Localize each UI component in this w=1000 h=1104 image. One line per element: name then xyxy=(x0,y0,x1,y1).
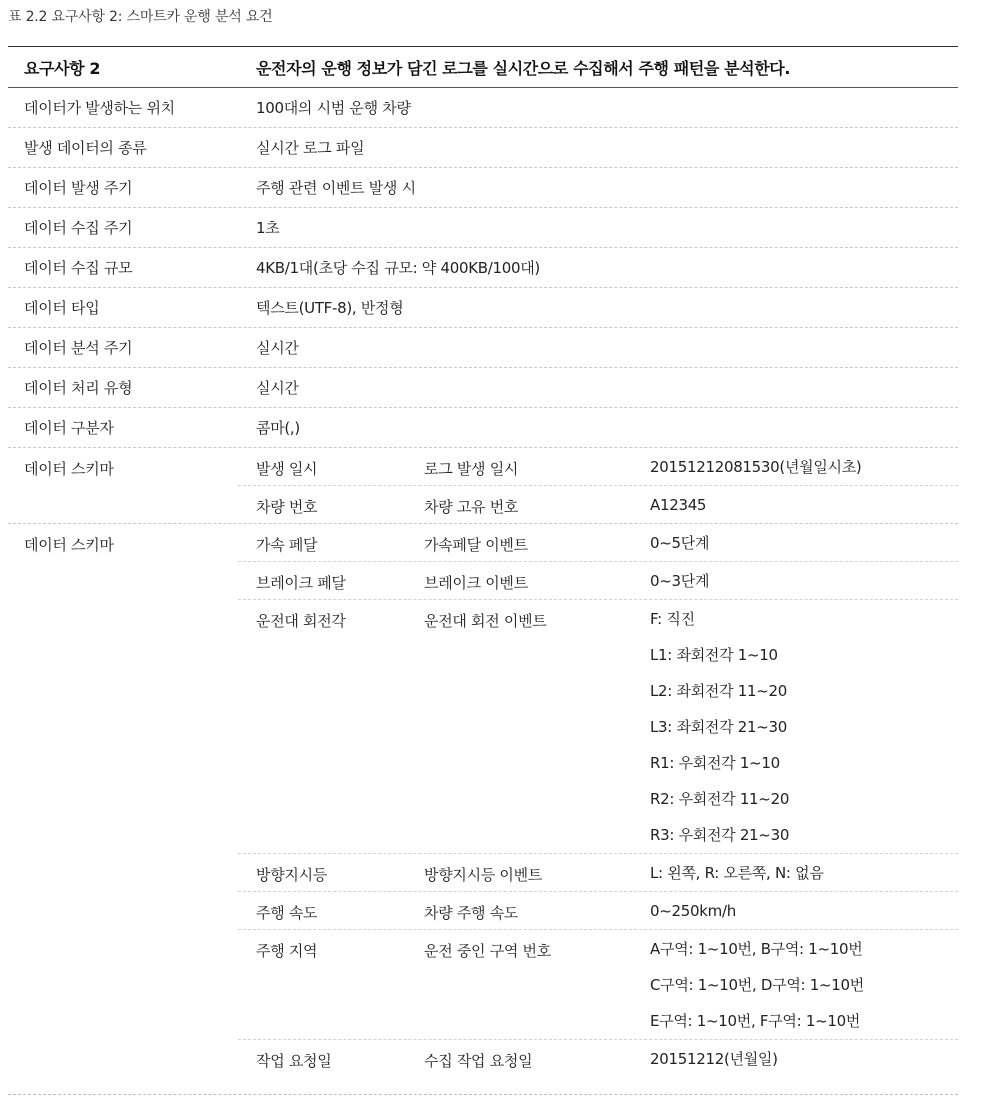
schema-field-value: L2: 좌회전각 11~20 xyxy=(650,682,787,700)
row-label: 발생 데이터의 종류 xyxy=(24,139,147,157)
row-value: 100대의 시범 운행 차량 xyxy=(256,99,411,117)
schema-field-values xyxy=(650,854,958,891)
requirement-rows xyxy=(8,88,958,448)
schema-field-value: 20151212(년월일) xyxy=(650,1050,778,1068)
schema-fields xyxy=(238,524,958,1077)
schema-field-description: 브레이크 이벤트 xyxy=(424,574,528,592)
schema-field-row xyxy=(238,600,958,854)
row-label: 데이터 수집 규모 xyxy=(24,259,133,277)
schema-field-values xyxy=(650,1040,958,1077)
schema-field-description: 수집 작업 요청일 xyxy=(424,1052,533,1070)
schema-field-values xyxy=(650,562,958,599)
schema-field-value: L: 왼쪽, R: 오른쪽, N: 없음 xyxy=(650,864,824,882)
schema-field-name: 브레이크 페달 xyxy=(256,574,346,592)
schema-field-values xyxy=(650,930,958,1039)
schema-field-values xyxy=(650,486,958,523)
schema-field-value: C구역: 1~10번, D구역: 1~10번 xyxy=(650,976,864,994)
schema-field-values xyxy=(650,892,958,929)
table-row xyxy=(8,88,958,128)
schema-field-value: A12345 xyxy=(650,496,707,514)
schema-field-value: E구역: 1~10번, F구역: 1~10번 xyxy=(650,1012,861,1030)
row-label: 데이터가 발생하는 위치 xyxy=(24,99,175,117)
table-row xyxy=(8,168,958,208)
schema-field-name: 발생 일시 xyxy=(256,460,318,478)
schema-field-name: 주행 지역 xyxy=(256,942,318,960)
schema-field-values xyxy=(650,448,958,485)
row-value: 주행 관련 이벤트 발생 시 xyxy=(256,179,416,197)
table-row xyxy=(8,288,958,328)
schema-field-value: 20151212081530(년월일시초) xyxy=(650,458,862,476)
table-row xyxy=(8,128,958,168)
row-label: 데이터 발생 주기 xyxy=(24,179,133,197)
schema-field-description: 가속페달 이벤트 xyxy=(424,536,528,554)
requirements-table xyxy=(8,46,958,1077)
schema-field-row xyxy=(238,524,958,562)
row-label: 데이터 처리 유형 xyxy=(24,379,133,397)
schema-field-row xyxy=(238,562,958,600)
row-value: 실시간 xyxy=(256,379,299,397)
schema-field-value: R1: 우회전각 1~10 xyxy=(650,754,780,772)
schema-field-name: 작업 요청일 xyxy=(256,1052,332,1070)
table-caption: 표 2.2 요구사항 2: 스마트카 운행 분석 요건 xyxy=(8,9,273,25)
schema-field-row xyxy=(238,1040,958,1077)
table-row xyxy=(8,368,958,408)
schema-field-value: 0~3단계 xyxy=(650,572,710,590)
row-value: 텍스트(UTF-8), 반정형 xyxy=(256,299,404,317)
header-requirement-text: 운전자의 운행 정보가 담긴 로그를 실시간으로 수집해서 주행 패턴을 분석한다. xyxy=(256,58,791,78)
schema-field-description: 차량 고유 번호 xyxy=(424,498,519,516)
schema-field-values xyxy=(650,524,958,561)
schema-field-name: 차량 번호 xyxy=(256,498,318,516)
row-value: 콤마(,) xyxy=(256,419,300,437)
table-row xyxy=(8,408,958,448)
table-header xyxy=(8,46,958,88)
row-value: 실시간 xyxy=(256,339,299,357)
row-label: 데이터 구분자 xyxy=(24,419,114,437)
schema-field-name: 방향지시등 xyxy=(256,866,327,884)
table-row xyxy=(8,328,958,368)
schema-label: 데이터 스키마 xyxy=(24,536,114,554)
schema-field-value: L1: 좌회전각 1~10 xyxy=(650,646,778,664)
schema-field-description: 운전 중인 구역 번호 xyxy=(424,942,551,960)
schema-block-2 xyxy=(8,524,958,1077)
row-label: 데이터 타입 xyxy=(24,299,100,317)
schema-field-values xyxy=(650,600,958,853)
table-bottom-rule xyxy=(8,1094,958,1095)
schema-field-value: A구역: 1~10번, B구역: 1~10번 xyxy=(650,940,863,958)
schema-field-name: 가속 페달 xyxy=(256,536,318,554)
row-value: 1초 xyxy=(256,219,280,237)
schema-label: 데이터 스키마 xyxy=(24,460,114,478)
schema-field-description: 운전대 회전 이벤트 xyxy=(424,612,547,630)
schema-field-row xyxy=(238,892,958,930)
schema-field-row xyxy=(238,930,958,1040)
schema-field-name: 운전대 회전각 xyxy=(256,612,346,630)
schema-field-value: F: 직진 xyxy=(650,610,695,628)
row-value: 4KB/1대(초당 수집 규모: 약 400KB/100대) xyxy=(256,259,540,277)
schema-field-value: 0~5단계 xyxy=(650,534,710,552)
header-requirement-id: 요구사항 2 xyxy=(24,58,101,78)
table-row xyxy=(8,208,958,248)
row-label: 데이터 수집 주기 xyxy=(24,219,133,237)
row-label: 데이터 분석 주기 xyxy=(24,339,133,357)
table-row xyxy=(8,248,958,288)
schema-field-row xyxy=(238,854,958,892)
schema-block-1 xyxy=(8,448,958,524)
schema-field-value: R3: 우회전각 21~30 xyxy=(650,826,790,844)
schema-field-value: L3: 좌회전각 21~30 xyxy=(650,718,787,736)
schema-field-description: 로그 발생 일시 xyxy=(424,460,519,478)
schema-field-value: R2: 우회전각 11~20 xyxy=(650,790,790,808)
schema-field-row xyxy=(238,486,958,523)
row-value: 실시간 로그 파일 xyxy=(256,139,365,157)
schema-field-row xyxy=(238,448,958,486)
schema-fields xyxy=(238,448,958,523)
schema-field-name: 주행 속도 xyxy=(256,904,318,922)
schema-field-value: 0~250km/h xyxy=(650,902,736,920)
schema-field-description: 차량 주행 속도 xyxy=(424,904,519,922)
schema-field-description: 방향지시등 이벤트 xyxy=(424,866,542,884)
